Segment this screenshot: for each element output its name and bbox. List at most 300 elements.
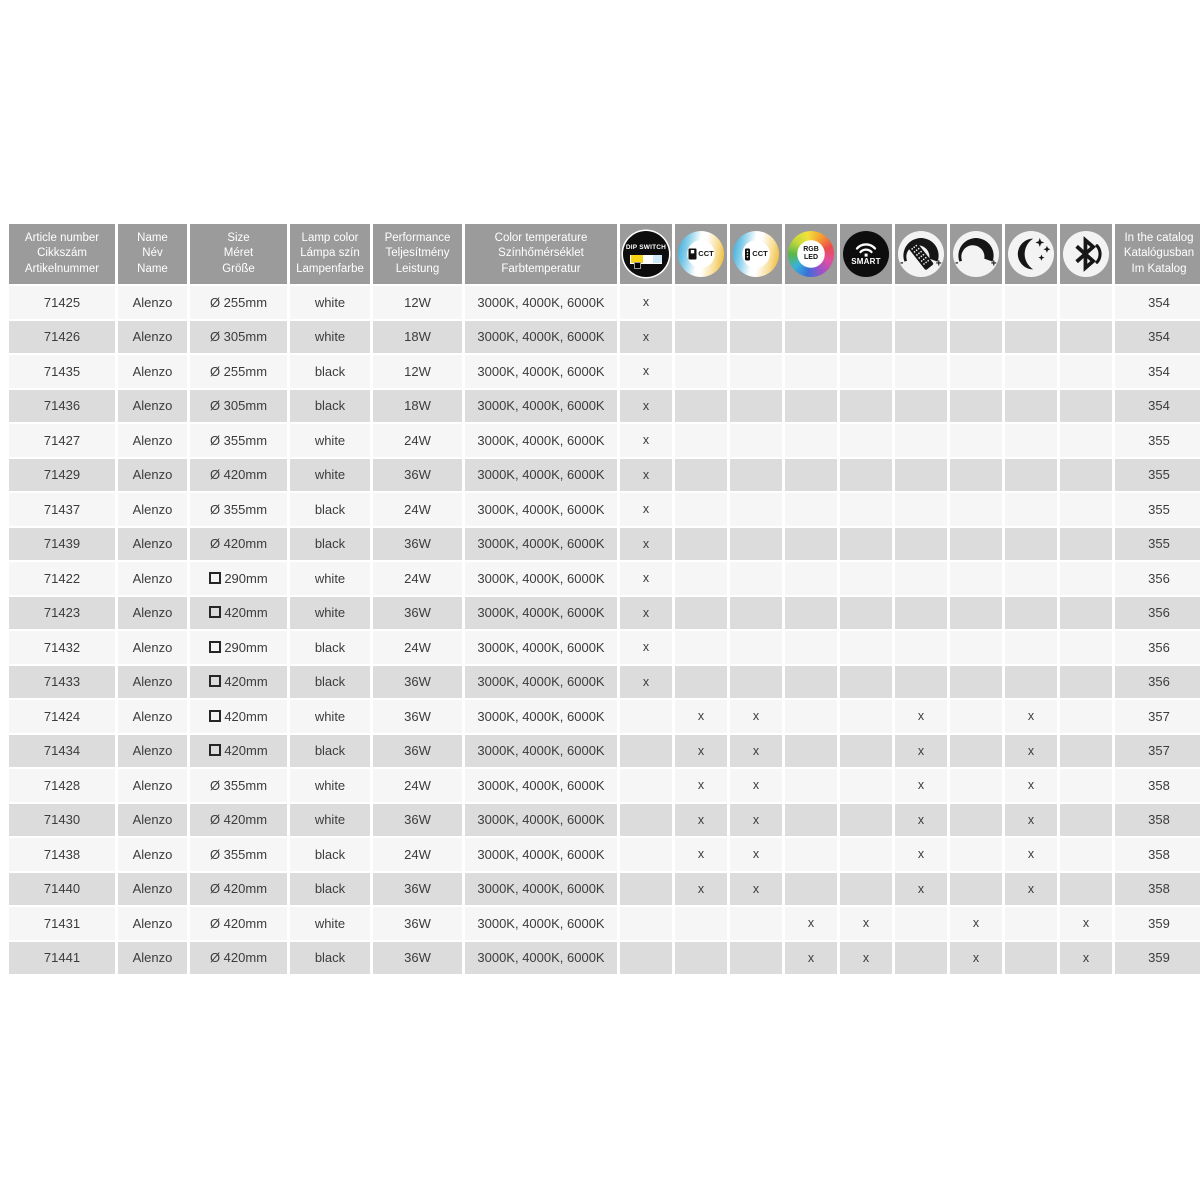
- col-header-smart: [840, 224, 892, 284]
- color-temperature-cell: 3000K, 4000K, 6000K: [465, 286, 617, 319]
- lamp-color-cell: black: [290, 942, 370, 975]
- lamp-color-cell: white: [290, 597, 370, 630]
- bluetooth-icon: [1063, 231, 1109, 277]
- feature-mark-bluetooth: [1060, 700, 1112, 733]
- feature-mark-night-light: [1005, 562, 1057, 595]
- svg-text:+: +: [935, 258, 942, 270]
- feature-mark-night-light: [1005, 942, 1057, 975]
- article-number-cell: 71431: [9, 907, 115, 940]
- product-name-cell: Alenzo: [118, 459, 187, 492]
- feature-mark-dimmer: [950, 355, 1002, 388]
- color-temperature-cell: 3000K, 4000K, 6000K: [465, 804, 617, 837]
- lamp-color-cell: black: [290, 528, 370, 561]
- performance-cell: 18W: [373, 321, 462, 354]
- performance-cell: 36W: [373, 700, 462, 733]
- size-cell: 420mm: [190, 735, 287, 768]
- wifi-glyph: [853, 241, 879, 258]
- col-header-night-light: [1005, 224, 1057, 284]
- feature-mark-remote-dimmer: [895, 597, 947, 630]
- feature-mark-cct-remote: x: [730, 700, 782, 733]
- feature-mark-bluetooth: [1060, 321, 1112, 354]
- size-cell: Ø 355mm: [190, 838, 287, 871]
- feature-mark-cct-wall-switch: x: [675, 838, 727, 871]
- feature-mark-dimmer: x: [950, 907, 1002, 940]
- feature-mark-dip-switch: [620, 700, 672, 733]
- feature-mark-dip-switch: [620, 907, 672, 940]
- feature-mark-cct-wall-switch: [675, 666, 727, 699]
- header-line: Teljesítmény: [385, 247, 450, 260]
- feature-mark-cct-wall-switch: x: [675, 700, 727, 733]
- feature-mark-dip-switch: x: [620, 424, 672, 457]
- product-name-cell: Alenzo: [118, 804, 187, 837]
- catalog-page-cell: 356: [1115, 562, 1200, 595]
- feature-mark-night-light: x: [1005, 804, 1057, 837]
- feature-mark-remote-dimmer: [895, 493, 947, 526]
- feature-mark-dip-switch: [620, 838, 672, 871]
- product-name-cell: Alenzo: [118, 666, 187, 699]
- feature-mark-dip-switch: [620, 942, 672, 975]
- lamp-color-cell: white: [290, 424, 370, 457]
- feature-mark-remote-dimmer: [895, 942, 947, 975]
- size-cell: Ø 420mm: [190, 459, 287, 492]
- feature-mark-rgb-led: [785, 493, 837, 526]
- catalog-page-cell: 354: [1115, 390, 1200, 423]
- feature-mark-smart: [840, 735, 892, 768]
- product-name-cell: Alenzo: [118, 873, 187, 906]
- feature-mark-remote-dimmer: [895, 631, 947, 664]
- feature-mark-night-light: x: [1005, 700, 1057, 733]
- dip-switch-knob: [634, 262, 641, 269]
- article-number-cell: 71438: [9, 838, 115, 871]
- catalog-page-cell: 355: [1115, 459, 1200, 492]
- performance-cell: 36W: [373, 597, 462, 630]
- color-temperature-cell: 3000K, 4000K, 6000K: [465, 735, 617, 768]
- feature-mark-bluetooth: [1060, 528, 1112, 561]
- feature-mark-bluetooth: [1060, 424, 1112, 457]
- square-shape-glyph: [209, 675, 221, 687]
- feature-mark-rgb-led: [785, 804, 837, 837]
- feature-mark-smart: [840, 459, 892, 492]
- feature-mark-remote-dimmer: [895, 390, 947, 423]
- article-number-cell: 71429: [9, 459, 115, 492]
- feature-mark-remote-dimmer: x: [895, 804, 947, 837]
- size-cell: 290mm: [190, 631, 287, 664]
- table-row: [9, 493, 1200, 526]
- feature-mark-dimmer: [950, 631, 1002, 664]
- dip-switch-label: DIP SWITCH: [625, 244, 667, 252]
- feature-mark-bluetooth: [1060, 769, 1112, 802]
- feature-mark-remote-dimmer: [895, 286, 947, 319]
- feature-mark-cct-remote: [730, 597, 782, 630]
- catalog-page-cell: 356: [1115, 631, 1200, 664]
- feature-mark-rgb-led: x: [785, 942, 837, 975]
- catalog-page-cell: 355: [1115, 493, 1200, 526]
- feature-mark-dip-switch: x: [620, 286, 672, 319]
- feature-mark-rgb-led: [785, 597, 837, 630]
- size-cell: 420mm: [190, 666, 287, 699]
- svg-text:+: +: [990, 258, 997, 270]
- feature-mark-dip-switch: x: [620, 631, 672, 664]
- lamp-color-cell: white: [290, 907, 370, 940]
- product-name-cell: Alenzo: [118, 769, 187, 802]
- feature-mark-night-light: x: [1005, 873, 1057, 906]
- feature-mark-dip-switch: [620, 769, 672, 802]
- performance-cell: 24W: [373, 562, 462, 595]
- lamp-color-cell: white: [290, 321, 370, 354]
- feature-mark-cct-remote: [730, 493, 782, 526]
- size-cell: Ø 420mm: [190, 942, 287, 975]
- svg-text:-: -: [900, 257, 904, 269]
- table-row: [9, 769, 1200, 802]
- size-cell: Ø 420mm: [190, 528, 287, 561]
- feature-mark-night-light: x: [1005, 735, 1057, 768]
- col-header-lamp-color: [290, 224, 370, 284]
- lamp-color-cell: white: [290, 286, 370, 319]
- feature-mark-night-light: [1005, 493, 1057, 526]
- feature-mark-remote-dimmer: [895, 459, 947, 492]
- feature-mark-night-light: [1005, 528, 1057, 561]
- feature-mark-cct-remote: x: [730, 769, 782, 802]
- catalog-page-cell: 358: [1115, 804, 1200, 837]
- col-header-name: [118, 224, 187, 284]
- feature-mark-cct-remote: x: [730, 838, 782, 871]
- feature-mark-dimmer: [950, 528, 1002, 561]
- feature-mark-cct-remote: [730, 562, 782, 595]
- performance-cell: 18W: [373, 390, 462, 423]
- article-number-cell: 71432: [9, 631, 115, 664]
- lamp-color-cell: white: [290, 804, 370, 837]
- feature-mark-rgb-led: [785, 769, 837, 802]
- product-name-cell: Alenzo: [118, 597, 187, 630]
- feature-mark-bluetooth: [1060, 355, 1112, 388]
- square-shape-glyph: [209, 606, 221, 618]
- rgb-led-label: RGB LED: [803, 245, 819, 261]
- feature-mark-cct-wall-switch: [675, 286, 727, 319]
- feature-mark-dip-switch: x: [620, 390, 672, 423]
- night-light-icon: [1008, 231, 1054, 277]
- header-line: Size: [227, 231, 250, 244]
- table-row: [9, 666, 1200, 699]
- product-name-cell: Alenzo: [118, 493, 187, 526]
- table-row: [9, 873, 1200, 906]
- feature-mark-smart: [840, 286, 892, 319]
- table-body: [9, 286, 1200, 974]
- feature-mark-dimmer: [950, 424, 1002, 457]
- table-row: [9, 942, 1200, 975]
- cct-remote-icon: [733, 231, 779, 277]
- square-shape-glyph: [209, 710, 221, 722]
- feature-mark-remote-dimmer: [895, 666, 947, 699]
- performance-cell: 36W: [373, 804, 462, 837]
- product-name-cell: Alenzo: [118, 562, 187, 595]
- col-header-cct-wall-switch: [675, 224, 727, 284]
- article-number-cell: 71424: [9, 700, 115, 733]
- feature-mark-dip-switch: x: [620, 666, 672, 699]
- size-cell: Ø 355mm: [190, 424, 287, 457]
- feature-mark-bluetooth: [1060, 873, 1112, 906]
- feature-mark-dimmer: [950, 838, 1002, 871]
- lamp-color-cell: black: [290, 390, 370, 423]
- square-shape-glyph: [209, 572, 221, 584]
- header-line: Név: [142, 247, 163, 260]
- table-row: [9, 631, 1200, 664]
- feature-mark-smart: [840, 631, 892, 664]
- remote-dimmer-glyph: [899, 232, 943, 276]
- product-name-cell: Alenzo: [118, 321, 187, 354]
- smart-label: SMART: [851, 256, 881, 266]
- performance-cell: 24W: [373, 493, 462, 526]
- feature-mark-bluetooth: x: [1060, 942, 1112, 975]
- feature-mark-cct-wall-switch: [675, 459, 727, 492]
- feature-mark-cct-remote: [730, 528, 782, 561]
- header-line: Lámpa szín: [300, 247, 360, 260]
- size-cell: Ø 420mm: [190, 873, 287, 906]
- col-header-article-number: [9, 224, 115, 284]
- feature-mark-dip-switch: x: [620, 321, 672, 354]
- lamp-color-cell: white: [290, 769, 370, 802]
- feature-mark-smart: [840, 562, 892, 595]
- lamp-color-cell: black: [290, 355, 370, 388]
- feature-mark-dip-switch: x: [620, 528, 672, 561]
- article-number-cell: 71439: [9, 528, 115, 561]
- col-header-dimmer: [950, 224, 1002, 284]
- feature-mark-bluetooth: [1060, 666, 1112, 699]
- product-name-cell: Alenzo: [118, 942, 187, 975]
- feature-mark-remote-dimmer: [895, 321, 947, 354]
- header-line: Cikkszám: [37, 247, 87, 260]
- feature-mark-cct-wall-switch: [675, 355, 727, 388]
- col-header-size: [190, 224, 287, 284]
- col-header-bluetooth: [1060, 224, 1112, 284]
- performance-cell: 12W: [373, 355, 462, 388]
- feature-mark-dip-switch: x: [620, 597, 672, 630]
- feature-mark-smart: [840, 666, 892, 699]
- feature-mark-cct-remote: [730, 666, 782, 699]
- catalog-page-cell: 355: [1115, 528, 1200, 561]
- lamp-color-cell: black: [290, 666, 370, 699]
- feature-mark-remote-dimmer: x: [895, 735, 947, 768]
- lamp-color-cell: black: [290, 873, 370, 906]
- feature-mark-cct-wall-switch: [675, 907, 727, 940]
- catalog-page-cell: 357: [1115, 700, 1200, 733]
- cct-label: CCT: [752, 248, 768, 258]
- performance-cell: 36W: [373, 459, 462, 492]
- table-row: [9, 700, 1200, 733]
- feature-mark-night-light: [1005, 390, 1057, 423]
- col-header-catalog: [1115, 224, 1200, 284]
- header-line: Lampenfarbe: [296, 262, 364, 275]
- col-header-remote-dimmer: [895, 224, 947, 284]
- size-cell: 290mm: [190, 562, 287, 595]
- feature-mark-bluetooth: [1060, 597, 1112, 630]
- feature-mark-night-light: x: [1005, 838, 1057, 871]
- feature-mark-dip-switch: [620, 873, 672, 906]
- feature-mark-bluetooth: [1060, 838, 1112, 871]
- feature-mark-cct-wall-switch: [675, 321, 727, 354]
- header-line: Leistung: [395, 262, 440, 275]
- feature-mark-rgb-led: [785, 321, 837, 354]
- feature-mark-remote-dimmer: [895, 528, 947, 561]
- catalog-page-cell: 356: [1115, 597, 1200, 630]
- feature-mark-dip-switch: x: [620, 355, 672, 388]
- product-name-cell: Alenzo: [118, 838, 187, 871]
- product-name-cell: Alenzo: [118, 424, 187, 457]
- feature-mark-smart: x: [840, 942, 892, 975]
- feature-mark-dimmer: [950, 873, 1002, 906]
- feature-mark-cct-wall-switch: [675, 528, 727, 561]
- feature-mark-dimmer: [950, 700, 1002, 733]
- header-line: Lamp color: [301, 231, 359, 244]
- bluetooth-glyph: [1064, 232, 1108, 276]
- color-temperature-cell: 3000K, 4000K, 6000K: [465, 459, 617, 492]
- article-number-cell: 71433: [9, 666, 115, 699]
- feature-mark-rgb-led: [785, 355, 837, 388]
- color-temperature-cell: 3000K, 4000K, 6000K: [465, 666, 617, 699]
- color-temperature-cell: 3000K, 4000K, 6000K: [465, 424, 617, 457]
- feature-mark-smart: x: [840, 907, 892, 940]
- feature-mark-cct-remote: [730, 355, 782, 388]
- header-line: Name: [137, 231, 168, 244]
- size-cell: Ø 255mm: [190, 355, 287, 388]
- feature-mark-cct-wall-switch: [675, 597, 727, 630]
- table-row: [9, 838, 1200, 871]
- feature-mark-cct-wall-switch: [675, 942, 727, 975]
- feature-mark-dimmer: [950, 735, 1002, 768]
- product-name-cell: Alenzo: [118, 631, 187, 664]
- article-number-cell: 71437: [9, 493, 115, 526]
- catalog-page-cell: 358: [1115, 838, 1200, 871]
- article-number-cell: 71434: [9, 735, 115, 768]
- table-row: [9, 804, 1200, 837]
- feature-mark-cct-wall-switch: [675, 493, 727, 526]
- feature-mark-smart: [840, 873, 892, 906]
- feature-mark-rgb-led: [785, 459, 837, 492]
- feature-mark-night-light: [1005, 286, 1057, 319]
- product-name-cell: Alenzo: [118, 355, 187, 388]
- cct-label: CCT: [698, 248, 714, 258]
- square-shape-glyph: [209, 641, 221, 653]
- color-temperature-cell: 3000K, 4000K, 6000K: [465, 873, 617, 906]
- feature-mark-dimmer: [950, 493, 1002, 526]
- feature-mark-rgb-led: [785, 390, 837, 423]
- col-header-performance: [373, 224, 462, 284]
- lamp-color-cell: white: [290, 459, 370, 492]
- feature-mark-rgb-led: [785, 528, 837, 561]
- catalog-page-cell: 358: [1115, 769, 1200, 802]
- feature-mark-bluetooth: [1060, 562, 1112, 595]
- header-line: Színhőmérséklet: [498, 247, 584, 260]
- feature-mark-rgb-led: [785, 631, 837, 664]
- dip-switch-icon: [623, 231, 669, 277]
- rgb-led-icon: [788, 231, 834, 277]
- size-cell: Ø 305mm: [190, 390, 287, 423]
- feature-mark-cct-remote: [730, 424, 782, 457]
- feature-mark-dimmer: [950, 666, 1002, 699]
- feature-mark-cct-remote: [730, 321, 782, 354]
- product-name-cell: Alenzo: [118, 528, 187, 561]
- color-temperature-cell: 3000K, 4000K, 6000K: [465, 769, 617, 802]
- catalog-page-cell: 354: [1115, 321, 1200, 354]
- header-line: Farbtemperatur: [501, 262, 581, 275]
- article-number-cell: 71425: [9, 286, 115, 319]
- feature-mark-cct-remote: [730, 631, 782, 664]
- feature-mark-bluetooth: x: [1060, 907, 1112, 940]
- feature-mark-night-light: [1005, 355, 1057, 388]
- col-header-cct-remote: [730, 224, 782, 284]
- article-number-cell: 71436: [9, 390, 115, 423]
- article-number-cell: 71423: [9, 597, 115, 630]
- lamp-color-cell: white: [290, 562, 370, 595]
- feature-mark-night-light: x: [1005, 769, 1057, 802]
- feature-mark-rgb-led: [785, 286, 837, 319]
- performance-cell: 36W: [373, 666, 462, 699]
- table-row: [9, 528, 1200, 561]
- catalog-page-cell: 354: [1115, 286, 1200, 319]
- color-temperature-cell: 3000K, 4000K, 6000K: [465, 390, 617, 423]
- feature-mark-cct-wall-switch: [675, 390, 727, 423]
- header-line: Im Katalog: [1131, 262, 1187, 275]
- feature-mark-smart: [840, 493, 892, 526]
- cct-wall-switch-icon: [678, 231, 724, 277]
- color-temperature-cell: 3000K, 4000K, 6000K: [465, 597, 617, 630]
- feature-mark-cct-remote: x: [730, 873, 782, 906]
- performance-cell: 36W: [373, 735, 462, 768]
- performance-cell: 36W: [373, 942, 462, 975]
- color-temperature-cell: 3000K, 4000K, 6000K: [465, 355, 617, 388]
- product-name-cell: Alenzo: [118, 907, 187, 940]
- feature-mark-dimmer: [950, 597, 1002, 630]
- wall-switch-glyph: [688, 248, 697, 260]
- feature-mark-smart: [840, 597, 892, 630]
- size-cell: 420mm: [190, 597, 287, 630]
- feature-mark-rgb-led: [785, 873, 837, 906]
- feature-mark-rgb-led: [785, 700, 837, 733]
- header-line: Katalógusban: [1123, 247, 1195, 260]
- feature-mark-cct-remote: [730, 459, 782, 492]
- performance-cell: 12W: [373, 286, 462, 319]
- color-temperature-cell: 3000K, 4000K, 6000K: [465, 493, 617, 526]
- feature-mark-smart: [840, 321, 892, 354]
- table-row: [9, 459, 1200, 492]
- table-row: [9, 735, 1200, 768]
- feature-mark-smart: [840, 769, 892, 802]
- lamp-color-cell: black: [290, 493, 370, 526]
- feature-mark-dimmer: [950, 286, 1002, 319]
- feature-mark-night-light: [1005, 907, 1057, 940]
- article-number-cell: 71430: [9, 804, 115, 837]
- product-name-cell: Alenzo: [118, 700, 187, 733]
- feature-mark-remote-dimmer: [895, 907, 947, 940]
- header-line: Name: [137, 262, 168, 275]
- performance-cell: 24W: [373, 424, 462, 457]
- table-header: [9, 224, 1200, 284]
- color-temperature-cell: 3000K, 4000K, 6000K: [465, 631, 617, 664]
- feature-mark-cct-remote: [730, 390, 782, 423]
- performance-cell: 36W: [373, 907, 462, 940]
- performance-cell: 24W: [373, 631, 462, 664]
- header-row: [9, 224, 1200, 284]
- feature-mark-remote-dimmer: x: [895, 700, 947, 733]
- table-row: [9, 286, 1200, 319]
- feature-mark-remote-dimmer: x: [895, 769, 947, 802]
- performance-cell: 24W: [373, 838, 462, 871]
- catalog-page-cell: 354: [1115, 355, 1200, 388]
- feature-mark-dimmer: x: [950, 942, 1002, 975]
- svg-text:-: -: [955, 257, 959, 269]
- feature-mark-night-light: [1005, 321, 1057, 354]
- feature-mark-cct-wall-switch: [675, 562, 727, 595]
- color-temperature-cell: 3000K, 4000K, 6000K: [465, 562, 617, 595]
